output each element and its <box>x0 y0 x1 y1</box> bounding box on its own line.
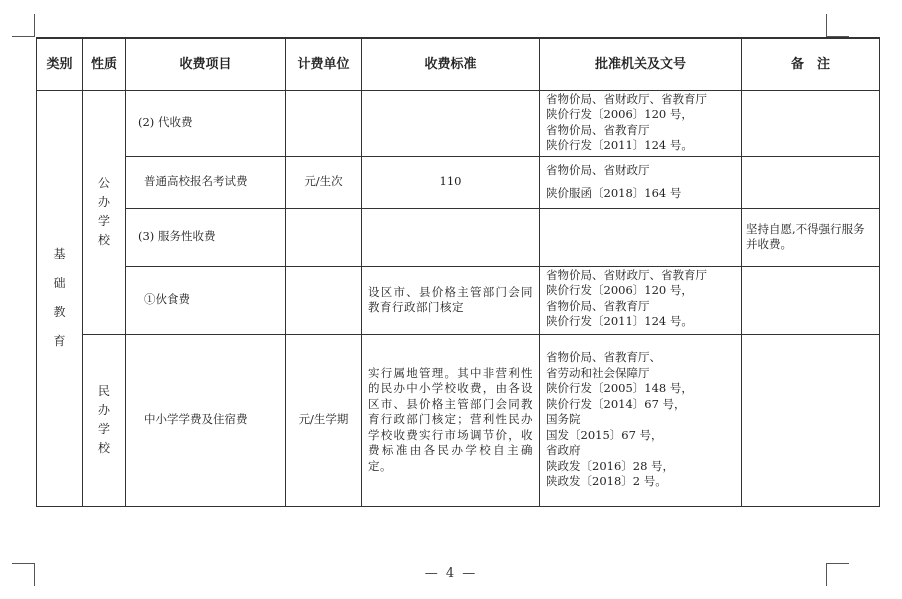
category-vertical-text: 基 础 教 育 <box>53 247 66 348</box>
approval-agent-fee: 省物价局、省财政厅、省教育厅 陕价行发〔2006〕120 号， 省物价局、省教育厅 陕价行发〔2011〕124 号。 <box>540 90 742 156</box>
item-exam-fee: 普通高校报名考试费 <box>126 156 286 208</box>
standard-agent-fee <box>362 90 540 156</box>
nature-cell-public-school <box>83 90 126 334</box>
remark-agent-fee <box>742 90 880 156</box>
nature-vertical-text: 民 办 学 校 <box>97 384 110 455</box>
crop-mark-top-right <box>826 14 849 37</box>
table-row-private-school-fee <box>37 334 880 506</box>
header-approval: 批准机关及文号 <box>540 38 742 90</box>
header-unit: 计费单位 <box>286 38 362 90</box>
unit-service-fee <box>286 208 362 266</box>
fee-table <box>36 37 880 507</box>
page-number: — 4 — <box>424 566 478 581</box>
approval-private-school-fee: 省物价局、省教育厅、 省劳动和社会保障厅 陕价行发〔2005〕148 号， 陕价行发〔2014〕67 号， 国务院 国发〔2015〕67 号， 省政府 陕政发〔2016〕28 号， 陕政发〔2018〕2 号。 <box>540 334 742 506</box>
table-row-agent-fee <box>37 90 880 156</box>
standard-meal-fee: 设区市、县价格主管部门会同教育行政部门核定 <box>362 266 540 334</box>
remark-meal-fee <box>742 266 880 334</box>
item-agent-fee: (2) 代收费 <box>126 90 286 156</box>
nature-cell-private-school <box>83 334 126 506</box>
crop-mark-top-left <box>12 14 35 37</box>
remark-service-fee: 坚持自愿,不得强行服务并收费。 <box>742 208 880 266</box>
header-item: 收费项目 <box>126 38 286 90</box>
unit-agent-fee <box>286 90 362 156</box>
table-row-meal-fee <box>37 266 880 334</box>
approval-meal-fee: 省物价局、省财政厅、省教育厅 陕价行发〔2006〕120 号， 省物价局、省教育厅 陕价行发〔2011〕124 号。 <box>540 266 742 334</box>
standard-service-fee <box>362 208 540 266</box>
item-private-school-fee: 中小学学费及住宿费 <box>126 334 286 506</box>
unit-meal-fee <box>286 266 362 334</box>
table-row-exam-fee <box>37 156 880 208</box>
item-meal-fee: ①伙食费 <box>126 266 286 334</box>
unit-exam-fee: 元/生次 <box>286 156 362 208</box>
header-nature: 性质 <box>83 38 126 90</box>
standard-private-school-fee: 实行属地管理。其中非营利性的民办中小学校收费，由各设区市、县价格主管部门会同教育行政部门核定；营利性民办学校收费实行市场调节价，收费标准由各民办学校自主确定。 <box>362 334 540 506</box>
nature-vertical-text: 公 办 学 校 <box>97 176 110 247</box>
table-row-service-fee <box>37 208 880 266</box>
category-cell-basic-education <box>37 90 83 506</box>
approval-exam-fee: 省物价局、省财政厅 陕价服函〔2018〕164 号 <box>540 156 742 208</box>
table-header-row <box>37 38 880 90</box>
header-category: 类别 <box>37 38 83 90</box>
standard-exam-fee: 110 <box>362 156 540 208</box>
unit-private-school-fee: 元/生学期 <box>286 334 362 506</box>
remark-private-school-fee <box>742 334 880 506</box>
remark-exam-fee <box>742 156 880 208</box>
header-remark: 备 注 <box>742 38 880 90</box>
approval-service-fee <box>540 208 742 266</box>
item-service-fee: (3) 服务性收费 <box>126 208 286 266</box>
header-standard: 收费标准 <box>362 38 540 90</box>
